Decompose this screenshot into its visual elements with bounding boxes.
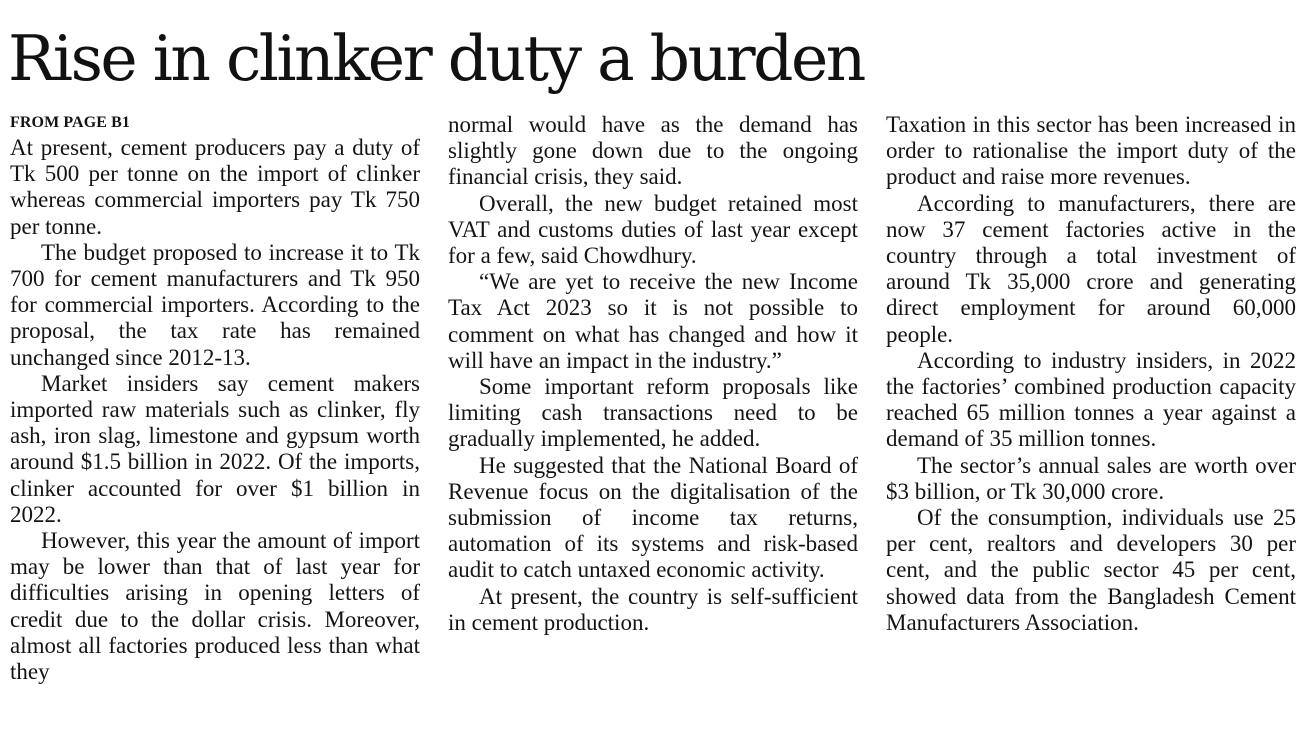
headline: Rise in clinker duty a burden: [8, 22, 864, 95]
paragraph: Overall, the new budget retained most VAT and customs duties of last year except for a few, said Chowdhury.: [448, 190, 858, 269]
paragraph: According to manufacturers, there are now 37 cement factories active in the country through a total investment of around Tk 35,000 crore and generating direct employment for around 60,000 people.: [886, 190, 1296, 347]
paragraph: Some important reform proposals like limiting cash transactions need to be gradually implemented, he added.: [448, 374, 858, 452]
paragraph: However, this year the amount of import may be lower than that of last year for difficulties arising in opening letters of credit due to the dollar crisis. Moreover, almost all factories produced less than what they: [10, 528, 420, 685]
paragraph: He suggested that the National Board of Revenue focus on the digitalisation of the submission of income tax returns, automation of its systems and risk-based audit to catch untaxed economic activity.: [448, 452, 858, 583]
paragraph: The budget proposed to increase it to Tk 700 for cement manufacturers and Tk 950 for commercial importers. According to the proposal, the tax rate has remained unchanged since 2012-13.: [10, 239, 420, 370]
article-column-3: [886, 112, 1296, 636]
paragraph: At present, the country is self-sufficient in cement production.: [448, 583, 858, 635]
paragraph: Market insiders say cement makers imported raw materials such as clinker, fly ash, iron slag, limestone and gypsum worth around $1.5 billion in 2022. Of the imports, clinker accounted for over $1 billion in 2022.: [10, 370, 420, 527]
article-column-2: [448, 112, 858, 636]
kicker-from-page: FROM PAGE B1: [10, 114, 131, 131]
paragraph: Of the consumption, individuals use 25 per cent, realtors and developers 30 per cent, and the public sector 45 per cent, showed data from the Bangladesh Cement Manufacturers Association.: [886, 505, 1296, 635]
paragraph: At present, cement producers pay a duty of Tk 500 per tonne on the import of clinker whereas commercial importers pay Tk 750 per tonne.: [10, 135, 420, 239]
article-column-1: [10, 112, 420, 685]
paragraph: normal would have as the demand has slightly gone down due to the ongoing financial crisis, they said.: [448, 112, 858, 190]
paragraph: The sector’s annual sales are worth over $3 billion, or Tk 30,000 crore.: [886, 452, 1296, 504]
paragraph: Taxation in this sector has been increased in order to rationalise the import duty of the product and raise more revenues.: [886, 112, 1296, 190]
paragraph: “We are yet to receive the new Income Tax Act 2023 so it is not possible to comment on what has changed and how it will have an impact in the industry.”: [448, 269, 858, 373]
paragraph: According to industry insiders, in 2022 the factories’ combined production capacity reached 65 million tonnes a year against a demand of 35 million tonnes.: [886, 347, 1296, 452]
